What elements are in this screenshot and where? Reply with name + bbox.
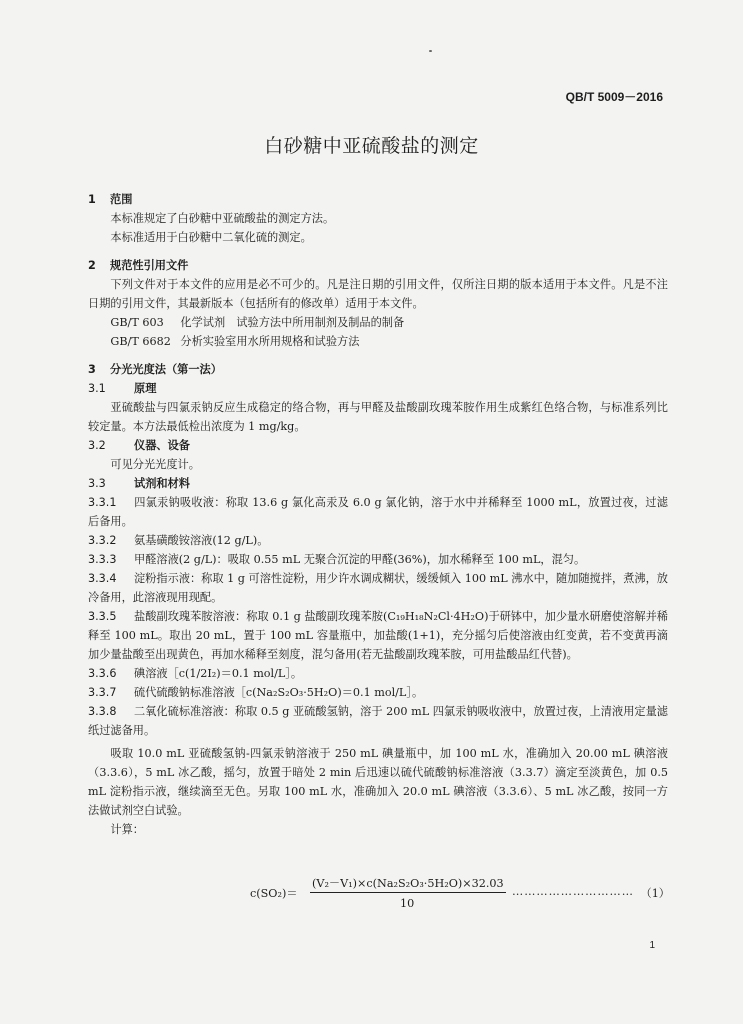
reference-item: GB/T 6682 分析实验室用水所用规格和试验方法 bbox=[110, 335, 360, 348]
paragraph: 本标准适用于白砂糖中二氧化硫的测定。 bbox=[110, 231, 312, 244]
paragraph: 吸取 10.0 mL 亚硫酸氢钠-四氯汞钠溶液于 250 mL 碘量瓶中，加 100 mL 水，准确加入 20.00 mL 碘溶液（3.3.6），5 mL 冰乙酸，摇匀，放置于暗处 2 min 后迅速以硫代硫酸钠标准溶液（3.3.7）滴定至淡黄色，加 0.5 mL 淀粉指示液，继续滴至无色。另取 100 mL 水，准确加入 20.0 mL 碘溶液（3.3.6）、5 mL 冰乙酸，按同一方法做试剂空白试验。 bbox=[88, 747, 668, 817]
clause-item: 3.3.5 盐酸副玫瑰苯胺溶液：称取 0.1 g 盐酸副玫瑰苯胺(C₁₉H₁₈N₂Cl·4H₂O)于研钵中，加少量水研磨使溶解并稀释至 100 mL。取出 20 mL，置于 100 mL 容量瓶中，加盐酸(1+1)，充分摇匀后使溶液由红变黄，若不变黄再滴加少量盐酸至出现黄色，再加水稀释至刻度，混匀备用(若无盐酸副玫瑰苯胺，可用盐酸品红代替)。 bbox=[88, 610, 668, 661]
scan-speck bbox=[429, 50, 432, 52]
standard-code: QB/T 5009－2016 bbox=[565, 90, 663, 104]
formula-denominator: 10 bbox=[400, 897, 415, 910]
clause-heading: 3.2 仪器、设备 bbox=[88, 439, 190, 452]
page-title: 白砂糖中亚硫酸盐的测定 bbox=[264, 135, 479, 157]
clause-item: 3.3.7 硫代硫酸钠标准溶液［c(Na₂S₂O₃·5H₂O)＝0.1 mol/L］。 bbox=[88, 686, 424, 699]
paragraph: 下列文件对于本文件的应用是必不可少的。凡是注日期的引用文件，仅所注日期的版本适用于本文件。凡是不注日期的引用文件，其最新版本（包括所有的修改单）适用于本文件。 bbox=[88, 278, 668, 310]
clause-item: 3.3.2 氨基磺酸铵溶液(12 g/L)。 bbox=[88, 534, 269, 547]
paragraph: 可见分光光度计。 bbox=[110, 458, 200, 471]
section-heading-references: 2 规范性引用文件 bbox=[88, 259, 189, 272]
reference-item: GB/T 603 化学试剂 试验方法中所用制剂及制品的制备 bbox=[110, 316, 405, 329]
clause-heading: 3.3 试剂和材料 bbox=[88, 477, 190, 490]
clause-item: 3.3.3 甲醛溶液(2 g/L)：吸取 0.55 mL 无聚合沉淀的甲醛(36%)，加水稀释至 100 mL，混匀。 bbox=[88, 553, 586, 566]
equation-number: （1） bbox=[640, 887, 670, 900]
calculation-label: 计算： bbox=[110, 823, 144, 836]
clause-item: 3.3.8 二氧化硫标准溶液：称取 0.5 g 亚硫酸氢钠，溶于 200 mL 四氯汞钠吸收液中，放置过夜，上清液用定量滤纸过滤备用。 bbox=[88, 705, 668, 737]
clause-item: 3.3.4 淀粉指示液：称取 1 g 可溶性淀粉，用少许水调成糊状，缓缓倾入 100 mL 沸水中，随加随搅拌，煮沸，放冷备用，此溶液现用现配。 bbox=[88, 572, 668, 604]
clause-heading: 3.1 原理 bbox=[88, 382, 157, 395]
paragraph: 本标准规定了白砂糖中亚硫酸盐的测定方法。 bbox=[110, 212, 335, 225]
formula-lhs: c(SO₂)＝ bbox=[250, 887, 298, 900]
formula-leader-dots: ………………………… bbox=[512, 885, 634, 898]
section-heading-scope: 1 范围 bbox=[88, 193, 133, 206]
paragraph: 亚硫酸盐与四氯汞钠反应生成稳定的络合物，再与甲醛及盐酸副玫瑰苯胺作用生成紫红色络合物，与标准系列比较定量。本方法最低检出浓度为 1 mg/kg。 bbox=[88, 401, 668, 433]
clause-item: 3.3.1 四氯汞钠吸收液：称取 13.6 g 氯化高汞及 6.0 g 氯化钠，溶于水中并稀释至 1000 mL，放置过夜，过滤后备用。 bbox=[88, 496, 668, 528]
document-body bbox=[88, 190, 668, 839]
section-heading-method: 3 分光光度法（第一法） bbox=[88, 363, 222, 376]
formula-numerator: (V₂－V₁)×c(Na₂S₂O₃·5H₂O)×32.03 bbox=[310, 875, 506, 893]
page-number: 1 bbox=[649, 940, 655, 951]
clause-item: 3.3.6 碘溶液［c(1/2I₂)＝0.1 mol/L］。 bbox=[88, 667, 303, 680]
